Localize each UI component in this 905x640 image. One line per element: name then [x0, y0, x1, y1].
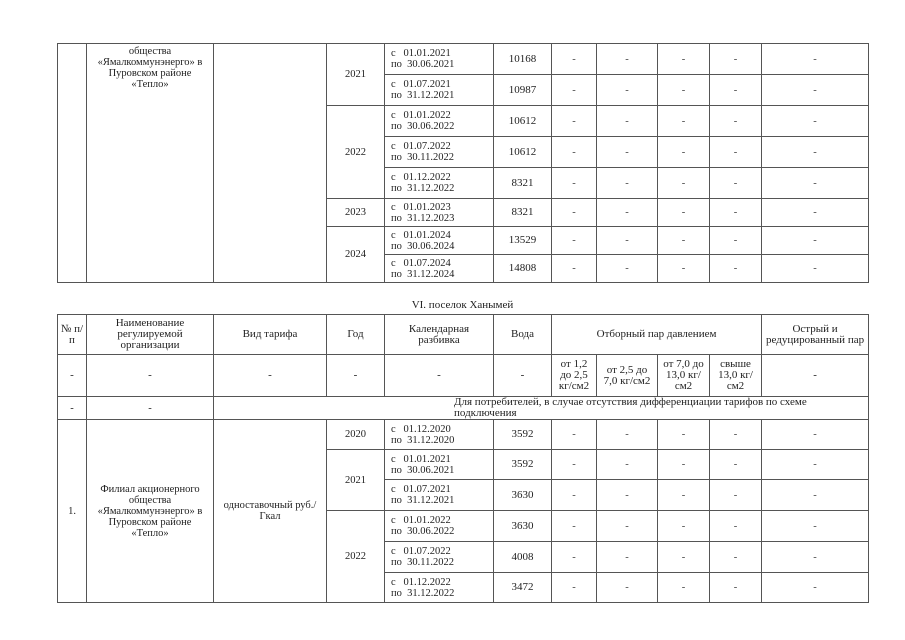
period-cell: с 01.01.2024 по 30.06.2024	[385, 227, 494, 255]
header-org: Наименование регулируемой организации	[87, 315, 214, 355]
header-sharp-steam: Острый и редуцированный пар	[762, 315, 869, 355]
note-dash: -	[58, 397, 87, 420]
steam-cell: -	[597, 75, 658, 106]
water-cell: 3472	[494, 573, 552, 603]
steam-cell: -	[597, 199, 658, 227]
steam-cell: -	[552, 480, 597, 511]
period-cell: с 01.12.2020 по 31.12.2020	[385, 420, 494, 450]
steam-cell: -	[710, 44, 762, 75]
steam-cell: -	[710, 255, 762, 283]
steam-cell: -	[552, 450, 597, 480]
water-cell: 8321	[494, 168, 552, 199]
header-calendar: Календарная разбивка	[385, 315, 494, 355]
sharp-steam-cell: -	[762, 511, 869, 542]
sharp-steam-cell: -	[762, 450, 869, 480]
header-dash: -	[327, 355, 385, 397]
tariff-type-cell	[214, 44, 327, 283]
steam-cell: -	[597, 480, 658, 511]
header-steam: Отборный пар давлением	[552, 315, 762, 355]
sharp-steam-cell: -	[762, 420, 869, 450]
header-dash: -	[762, 355, 869, 397]
steam-cell: -	[710, 168, 762, 199]
org-name-cell: общества «Ямалкоммунэнерго» в Пуровском районе «Тепло»	[87, 44, 214, 283]
note-dash: -	[87, 397, 214, 420]
period-cell: с 01.12.2022 по 31.12.2022	[385, 168, 494, 199]
year-cell: 2024	[327, 227, 385, 283]
year-cell: 2021	[327, 44, 385, 106]
steam-cell: -	[597, 511, 658, 542]
header-year: Год	[327, 315, 385, 355]
steam-cell: -	[710, 542, 762, 573]
sharp-steam-cell: -	[762, 75, 869, 106]
steam-cell: -	[552, 227, 597, 255]
steam-cell: -	[710, 511, 762, 542]
period-cell: с 01.07.2024 по 31.12.2024	[385, 255, 494, 283]
year-cell: 2022	[327, 106, 385, 199]
steam-cell: -	[658, 511, 710, 542]
steam-cell: -	[597, 106, 658, 137]
steam-cell: -	[658, 542, 710, 573]
steam-cell: -	[658, 480, 710, 511]
steam-cell: -	[658, 255, 710, 283]
water-cell: 4008	[494, 542, 552, 573]
steam-cell: -	[597, 227, 658, 255]
water-cell: 10612	[494, 137, 552, 168]
steam-cell: -	[658, 227, 710, 255]
steam-cell: -	[597, 573, 658, 603]
header-dash: -	[494, 355, 552, 397]
num-cell: 1.	[58, 420, 87, 603]
header-dash: -	[214, 355, 327, 397]
period-cell: с 01.07.2022 по 30.11.2022	[385, 137, 494, 168]
water-cell: 13529	[494, 227, 552, 255]
water-cell: 10612	[494, 106, 552, 137]
tariff-type-cell: одноставочный руб./Гкал	[214, 420, 327, 603]
period-cell: с 01.07.2021 по 31.12.2021	[385, 75, 494, 106]
period-cell: с 01.07.2021 по 31.12.2021	[385, 480, 494, 511]
steam-cell: -	[597, 44, 658, 75]
steam-cell: -	[658, 450, 710, 480]
header-dash: -	[87, 355, 214, 397]
steam-cell: -	[658, 420, 710, 450]
steam-cell: -	[658, 573, 710, 603]
steam-cell: -	[658, 168, 710, 199]
tariff-table-khanymey	[57, 314, 869, 603]
water-cell: 3630	[494, 480, 552, 511]
consumer-note: Для потребителей, в случае отсутствия дифференциации тарифов по схеме подключения	[214, 397, 869, 420]
section-title: VI. поселок Ханымей	[411, 299, 514, 311]
steam-cell: -	[658, 106, 710, 137]
steam-cell: -	[710, 573, 762, 603]
steam-cell: -	[552, 255, 597, 283]
year-cell: 2023	[327, 199, 385, 227]
period-cell: с 01.07.2022 по 30.11.2022	[385, 542, 494, 573]
steam-cell: -	[710, 227, 762, 255]
steam-cell: -	[658, 137, 710, 168]
year-cell: 2020	[327, 420, 385, 450]
water-cell: 3592	[494, 450, 552, 480]
water-cell: 3592	[494, 420, 552, 450]
steam-cell: -	[552, 106, 597, 137]
water-cell: 10168	[494, 44, 552, 75]
sharp-steam-cell: -	[762, 227, 869, 255]
header-tariff: Вид тарифа	[214, 315, 327, 355]
steam-cell: -	[710, 450, 762, 480]
steam-cell: -	[710, 420, 762, 450]
sharp-steam-cell: -	[762, 542, 869, 573]
steam-cell: -	[597, 542, 658, 573]
steam-cell: -	[710, 106, 762, 137]
table-body	[58, 315, 869, 603]
header-pressure-3: от 7,0 до 13,0 кг/см2	[658, 355, 710, 397]
year-cell: 2021	[327, 450, 385, 511]
steam-cell: -	[552, 75, 597, 106]
year-cell: 2022	[327, 511, 385, 603]
period-cell: с 01.01.2021 по 30.06.2021	[385, 44, 494, 75]
period-cell: с 01.01.2023 по 31.12.2023	[385, 199, 494, 227]
steam-cell: -	[552, 199, 597, 227]
water-cell: 8321	[494, 199, 552, 227]
sharp-steam-cell: -	[762, 168, 869, 199]
steam-cell: -	[552, 511, 597, 542]
steam-cell: -	[597, 450, 658, 480]
steam-cell: -	[597, 168, 658, 199]
sharp-steam-cell: -	[762, 255, 869, 283]
header-pressure-4: свыше 13,0 кг/см2	[710, 355, 762, 397]
steam-cell: -	[658, 75, 710, 106]
water-cell: 3630	[494, 511, 552, 542]
period-cell: с 01.01.2022 по 30.06.2022	[385, 106, 494, 137]
water-cell: 14808	[494, 255, 552, 283]
header-dash: -	[58, 355, 87, 397]
period-cell: с 01.01.2022 по 30.06.2022	[385, 511, 494, 542]
steam-cell: -	[552, 573, 597, 603]
steam-cell: -	[552, 44, 597, 75]
sharp-steam-cell: -	[762, 199, 869, 227]
sharp-steam-cell: -	[762, 106, 869, 137]
steam-cell: -	[710, 480, 762, 511]
steam-cell: -	[552, 137, 597, 168]
org-name-cell: Филиал акционерного общества «Ямалкоммунэнерго» в Пуровском районе «Тепло»	[87, 420, 214, 603]
header-pressure-2: от 2,5 до 7,0 кг/см2	[597, 355, 658, 397]
steam-cell: -	[658, 44, 710, 75]
header-pressure-1: от 1,2 до 2,5 кг/см2	[552, 355, 597, 397]
sharp-steam-cell: -	[762, 573, 869, 603]
sharp-steam-cell: -	[762, 480, 869, 511]
steam-cell: -	[552, 168, 597, 199]
steam-cell: -	[597, 420, 658, 450]
steam-cell: -	[658, 199, 710, 227]
tariff-table-continued	[57, 43, 869, 283]
steam-cell: -	[597, 255, 658, 283]
steam-cell: -	[710, 199, 762, 227]
steam-cell: -	[552, 420, 597, 450]
sharp-steam-cell: -	[762, 44, 869, 75]
steam-cell: -	[552, 542, 597, 573]
num-cell	[58, 44, 87, 283]
water-cell: 10987	[494, 75, 552, 106]
steam-cell: -	[710, 137, 762, 168]
table-body	[58, 44, 869, 283]
steam-cell: -	[597, 137, 658, 168]
steam-cell: -	[710, 75, 762, 106]
period-cell: с 01.01.2021 по 30.06.2021	[385, 450, 494, 480]
header-num: № п/п	[58, 315, 87, 355]
header-dash: -	[385, 355, 494, 397]
header-water: Вода	[494, 315, 552, 355]
sharp-steam-cell: -	[762, 137, 869, 168]
period-cell: с 01.12.2022 по 31.12.2022	[385, 573, 494, 603]
